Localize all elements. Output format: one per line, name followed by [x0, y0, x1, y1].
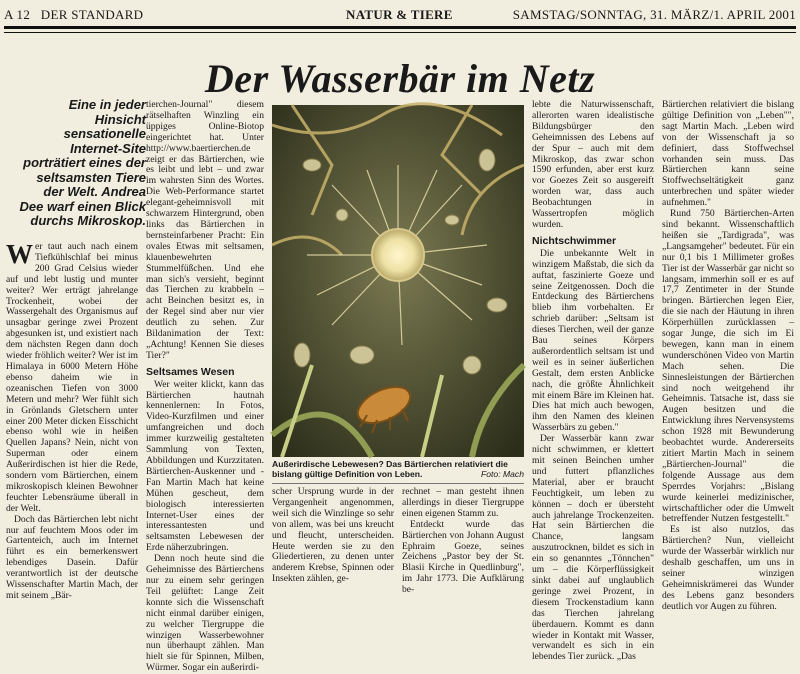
masthead-rule-thin [4, 32, 796, 33]
paragraph: lebte die Naturwissenschaft, allerorten waren idealistische Bildungsbürger den Geheimnissen des Lebens auf der Spur – auch mit dem Mikroskop, das zwar schon 1590 erfunden, aber erst kurz vor Goezes Zeit so ausgereift worden war, dass auch Beobachtungen in Wassertropfen möglich wurden. [532, 99, 654, 230]
article-headline: Der Wasserbär im Netz [204, 56, 596, 101]
subheading-nichtschwimmer: Nichtschwimmer [532, 234, 617, 247]
page-number: A 12 [4, 7, 31, 22]
text-column-1 [6, 239, 138, 612]
page-info [4, 7, 143, 23]
drop-cap: W [6, 239, 33, 269]
paragraph: rechnet – man gesteht ihnen allerdings in dieser Tiergruppe einen eigenen Stamm zu. [402, 486, 524, 519]
illustration-svg [272, 105, 524, 457]
tardigrade-illustration [272, 105, 524, 457]
photo-credit: Foto: Mach [481, 469, 524, 479]
paragraph-text: er taut auch nach einem Tiefkühlschlaf bei minus 200 Grad Celsius wieder auf und lebt lustig und munter weiter? Wer erträgt jahrelange Trockenheit, wobei der Wassergehalt des Organismus auf unsagbar geringe zwei Prozent abgesunken ist, und existiert nach dem nächsten Regen dann doch wieder fröhlich weiter? Wer ist im Himalaya in 6000 Metern Höhe ebenso daheim wie in ozeanischen Tiefen von 3000 Metern und mehr? Wer fühlt sich in Grönlands Gletschern unter einer 200 Meter dicken Eisschicht ebenso wohl wie in heißen Quellen Japans? Nein, nicht von Superman oder einem Außerirdischen ist hier die Rede, sondern vom Bärtierchen, einem mikroskopisch kleinen Bewohner feuchter Lebensräume überall in der Welt. [6, 241, 138, 514]
text-column-6 [662, 100, 794, 612]
paragraph: Rund 750 Bärtierchen-Arten sind bekannt. Wissenschaftlich heißen sie „Tardigrada", was „Langsamgeher" bedeutet. Für ein nur 0,1 bis 1 Millimeter großes Tier ist der Wasserbär gar nicht so langsam, immerhin soll er es auf 17,7 Zentimeter in der Stunde bringen. Bärtierchen legen Eier, die sie nach der Häutung in ihren Körperhüllen zurücklassen – sogar Junge, die sich im Ei bewegen, kann man in einem wunderschönen Video von Martin Mach sehen. Die Sinnesleistungen der Bärtierchen sind noch weitgehend ihr Geheimnis. Tatsache ist, dass sie Augen besitzen und die Entwicklung ihres Nervensystems schon 1928 mit Bewunderung beobachtet wurde. Andererseits zitiert Martin Mach in seinem „Bärtierchen-Journal" die folgende Aussage aus dem Sperrdes Vorjahrs: „Bislang wurde keinerlei medizinischer, wirtschaftlicher oder die Umwelt betreffender Nutzen festgestellt." [662, 208, 794, 525]
caption-text: Außerirdische Lebewesen? Das Bärtierchen relativiert die bislang gültige Definition von Leben. [272, 459, 508, 479]
paragraph: Es ist also nutzlos, das Bärtierchen? Nun, vielleicht wurde der Wasserbär wirklich nur deshalb geschaffen, um uns in seiner winzigen Geheimniskrämerei das Wunder des Lebens ganz besonders deutlich vor Augen zu führen. [662, 524, 794, 612]
subheading-seltsames-wesen: Seltsames Wesen [146, 365, 235, 378]
text-column-4 [402, 487, 524, 612]
caption-rule [272, 483, 524, 484]
newspaper-name: DER STANDARD [40, 7, 144, 22]
paragraph: Bärtierchen relativiert die bislang gültige Definition von „Leben"", sagt Martin Mach. „Leben wird von der Wissenschaft ja so definiert, dass Stoffwechsel vorhanden sein muss. Das Bärtierchen kann seine Stoffwechseltätigkeit ganz unterbrechen und später wieder aufnehmen." [662, 99, 794, 209]
paragraph: Wer weiter klickt, kann das Bärtierchen hautnah kennenlernen: In Fotos, Video-Kurzfilmen und einer umfangreichen und doch immer kurzweilig gestalteten Sammlung von Texten, Abbildungen und Kurzzitaten. Bärtierchen-Auskenner und -Fan Martin Mach hat keine Mühen gescheut, dem biologisch interessierten Internet-User eines der interessantesten und seltsamsten Lebewesen der Erde näherzubringen. [146, 378, 264, 554]
article-intro: Eine in jeder Hinsicht sensationelle Internet-Site porträtiert eines der seltsamsten Tiere der Welt. Andrea Dee warf einen Blick durchs Mikroskop. [19, 97, 146, 228]
text-column-3 [272, 487, 394, 612]
paragraph: Denn noch heute sind die Geheimnisse des Bärtierchens nur zu einem sehr geringen Teil gelüftet: Lange Zeit konnte sich die Wissenschaft nicht einmal darüber einigen, zu welcher Tiergruppe die winzigen Wasserbewohner nun überhaupt zählen. Man hielt sie für Spinnen, Milben, Würmer. Sogar ein außerirdi- [146, 553, 264, 674]
paragraph: Die unbekannte Welt in winzigem Maßstab, die sich da auftat, faszinierte Goeze und seine Zeitgenossen. Doch die Entdeckung des Bärtierchens blieb ihm vorbehalten. Er schrieb darüber: „Seltsam ist dieses Tierchen, weil der ganze Bau seines Körpers außerordentlich seltsam ist und weil es in seiner äußerlichen Gestalt, dem ersten Anblicke nach, die größte Ähnlichkeit mit einem Bäre im Kleinen hat. Dies hat mich auch bewogen, ihm den Namen des kleinen Wasserbärs zu geben." [532, 247, 654, 434]
paragraph: Der Wasserbär kann zwar nicht schwimmen, er klettert mit seinen Beinchen umher und futtert pflanzliches Material, aber er braucht Feuchtigkeit, um leben zu können – doch er übersteht auch jahrelange Trockenzeiten. Hat sein Bärtierchen die Chance, langsam auszutrocknen, bildet es sich in ein so genanntes „Tönnchen" um – die Körperflüssigkeit sinkt dabei auf unglaublich geringe zwei Prozent, in diesem Trockenstadium kann das Tierchen jahrelang überdauern. Kommt es dann wieder in Kontakt mit Wasser, verwandelt es sich in ein lebendes Tier zurück. „Das [532, 433, 654, 663]
paragraph: scher Ursprung wurde in der Vergangenheit angenommen, weil sich die Winzlinge so sehr von allem, was bei uns kreucht und fleucht, unterscheiden. Heute werden sie zu den Gliedertieren, zu denen unter anderem Krebse, Spinnen oder Insekten zählen, ge- [272, 486, 394, 585]
masthead [4, 4, 796, 24]
issue-date: SAMSTAG/SONNTAG, 31. MÄRZ/1. APRIL 2001 [512, 7, 796, 22]
paragraph: tierchen-Journal" diesem rätselhaften Winzling ein üppiges Online-Biotop eingerichtet hat. Unter http://www.baertierchen.de zeigt er das Bärtierchen, wie es leibt und lebt – und zwar im wahrsten Sinn des Wortes. Die Web-Performance startet elegant-geheimnisvoll mit schwarzem Hintergrund, oben links das Bärtierchen in bernsteinfarbener Pracht: Ein ovales Etwas mit seltsamen, klauenbewehrten Stummelfüßchen. Und ehe man sich's versieht, beginnt das Tierchen zu krabbeln – acht Beinchen besitzt es, in der Regel sind aber nur vier deutlich zu sehen. Zur Bildanimation der Text: „Achtung! Kennen Sie dieses Tier?" [146, 99, 264, 361]
paragraph: Doch das Bärtierchen lebt nicht nur auf feuchtem Moos oder im Gartenteich, auch im Internet führt es ein bemerkenswert lebendiges Dasein. Dafür verantwortlich ist der deutsche Wissenschafter Martin Mach, der mit seinem „Bär- [6, 513, 138, 601]
paragraph [6, 239, 138, 515]
section-title: NATUR & TIERE [346, 7, 453, 22]
paragraph: Entdeckt wurde das Bärtierchen von Johann August Ephraim Goeze, seines Zeichens „Pastor bey der St. Blasii Kirche in Quedlinburg", im Jahr 1773. Die Aufklärung be- [402, 518, 524, 596]
masthead-rule [4, 26, 796, 29]
text-column-5 [532, 99, 654, 663]
text-column-2 [146, 99, 264, 674]
photo-caption [272, 459, 524, 479]
